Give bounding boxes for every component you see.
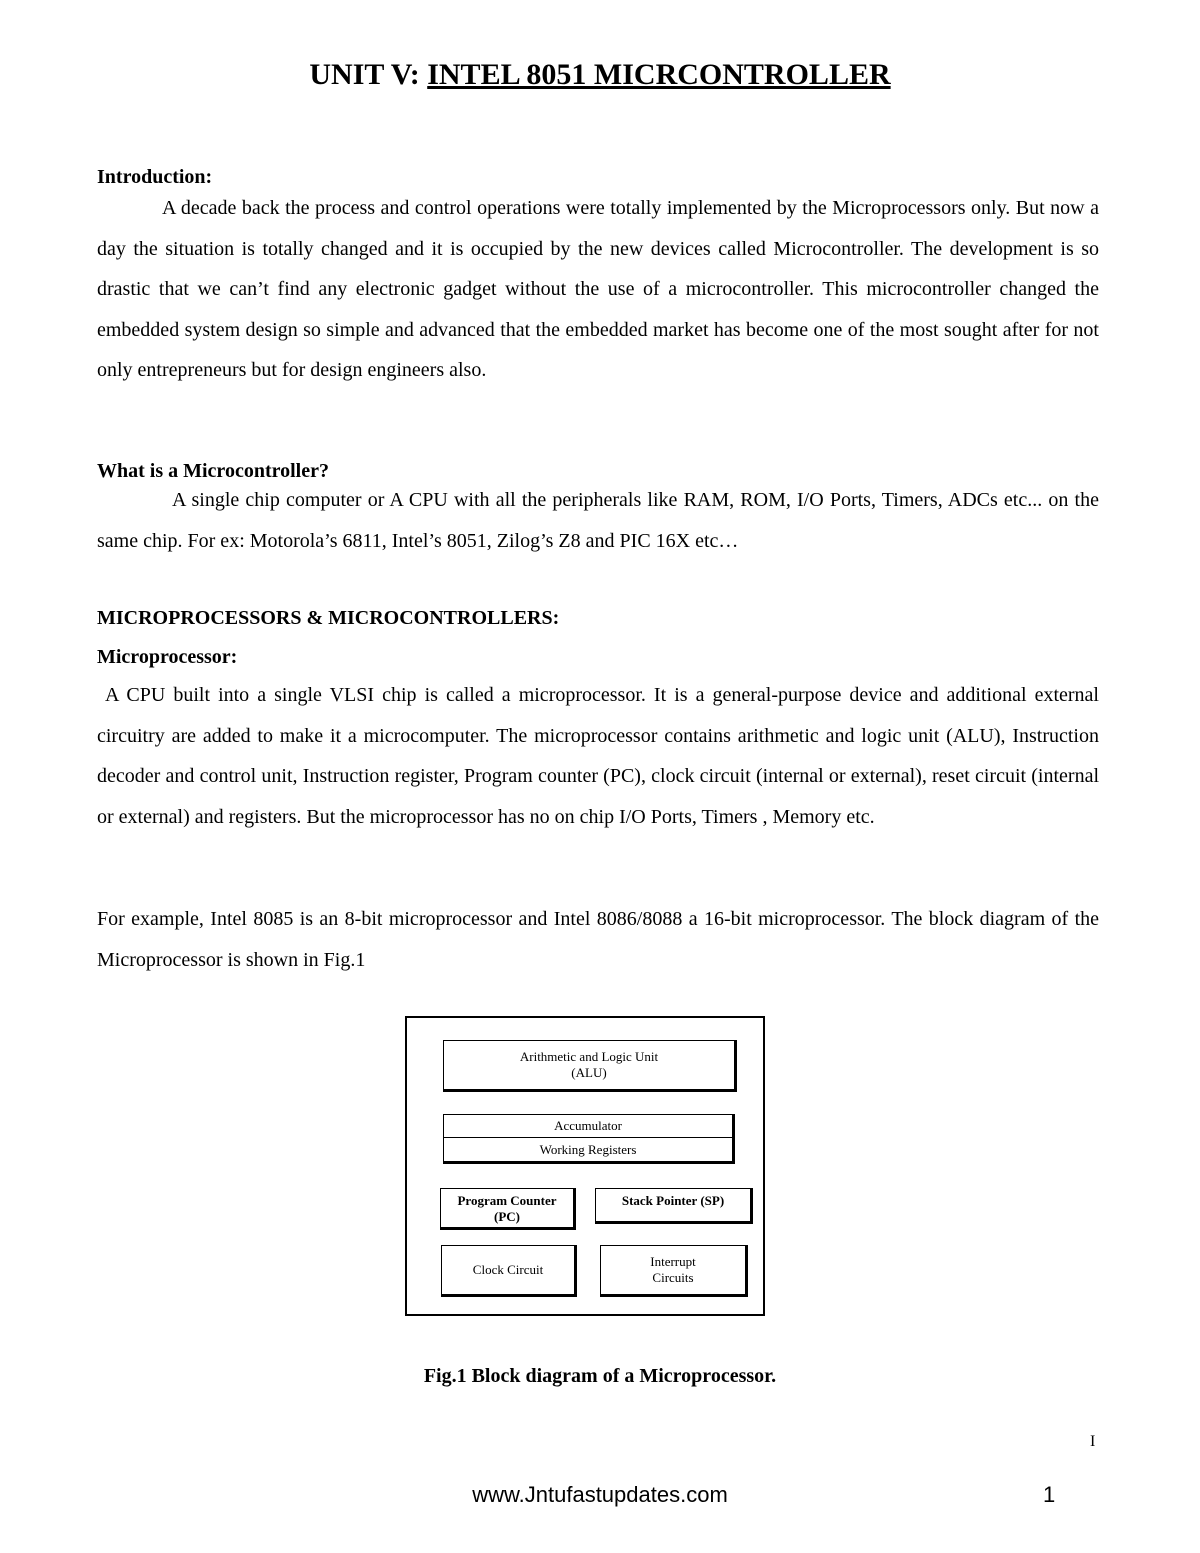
alu-label-line2: (ALU) [571, 1065, 607, 1080]
register-stack [443, 1114, 735, 1164]
introduction-paragraph: A decade back the process and control operations were totally implemented by the Microprocessors only. But now a day the situation is totally changed and it is occupied by the new devices called Microcontroller. The development is so drastic that we can’t find any electronic gadget without the use of a microcontroller. This microcontroller changed the embedded system design so simple and advanced that the embedded market has become one of the most sought after for not only entrepreneurs but for design engineers also. [97, 197, 1099, 381]
section-heading: MICROPROCESSORS & MICROCONTROLLERS: [97, 607, 560, 629]
microprocessor-subheading: Microprocessor: [97, 646, 238, 668]
introduction-heading: Introduction: [97, 166, 213, 188]
figure-caption: Fig.1 Block diagram of a Microprocessor. [423, 1365, 777, 1387]
example-paragraph: For example, Intel 8085 is an 8-bit microprocessor and Intel 8086/8088 a 16-bit microprocessor. The block diagram of the Microprocessor is shown in Fig.1 [97, 908, 1099, 971]
accumulator-row: Accumulator [444, 1115, 732, 1138]
interrupt-circuits-box [600, 1245, 748, 1297]
interrupt-label-line2: Circuits [652, 1270, 694, 1285]
pc-label-line2: (PC) [493, 1209, 520, 1224]
title-prefix: UNIT V: [309, 58, 428, 91]
alu-box [443, 1040, 737, 1092]
alu-label-line1: Arithmetic and Logic Unit [519, 1049, 659, 1064]
program-counter-box [440, 1188, 576, 1230]
what-is-paragraph: A single chip computer or A CPU with all the peripherals like RAM, ROM, I/O Ports, Timers, ADCs etc... on the same chip. For ex: Motorola’s 6811, Intel’s 8051, Zilog’s Z8 and PIC 16X etc… [97, 489, 1099, 552]
footer-url[interactable]: www.Jntufastupdates.com [472, 1482, 728, 1507]
sp-label: Stack Pointer (SP) [621, 1193, 725, 1208]
microprocessor-paragraph: A CPU built into a single VLSI chip is called a microprocessor. It is a general-purpose device and additional external circuitry are added to make it a microcomputer. The microprocessor contains arithmetic and logic unit (ALU), Instruction decoder and control unit, Instruction register, Program counter (PC), clock circuit (internal or external), reset circuit (internal or external) and registers. But the microprocessor has no on chip I/O Ports, Timers , Memory etc. [97, 684, 1099, 828]
clock-label: Clock Circuit [472, 1262, 544, 1277]
page-title [0, 58, 1200, 92]
pc-label-line1: Program Counter [457, 1193, 557, 1208]
clock-circuit-box [441, 1245, 577, 1297]
stack-pointer-box [595, 1188, 753, 1224]
block-diagram [405, 1016, 765, 1316]
working-registers-row: Working Registers [539, 1141, 637, 1157]
title-main: INTEL 8051 MICRCONTROLLER [427, 58, 891, 91]
interrupt-label-line1: Interrupt [650, 1254, 696, 1269]
page-number: 1 [1043, 1482, 1056, 1507]
page-mark: I [1090, 1433, 1096, 1450]
what-is-heading: What is a Microcontroller? [97, 460, 329, 482]
